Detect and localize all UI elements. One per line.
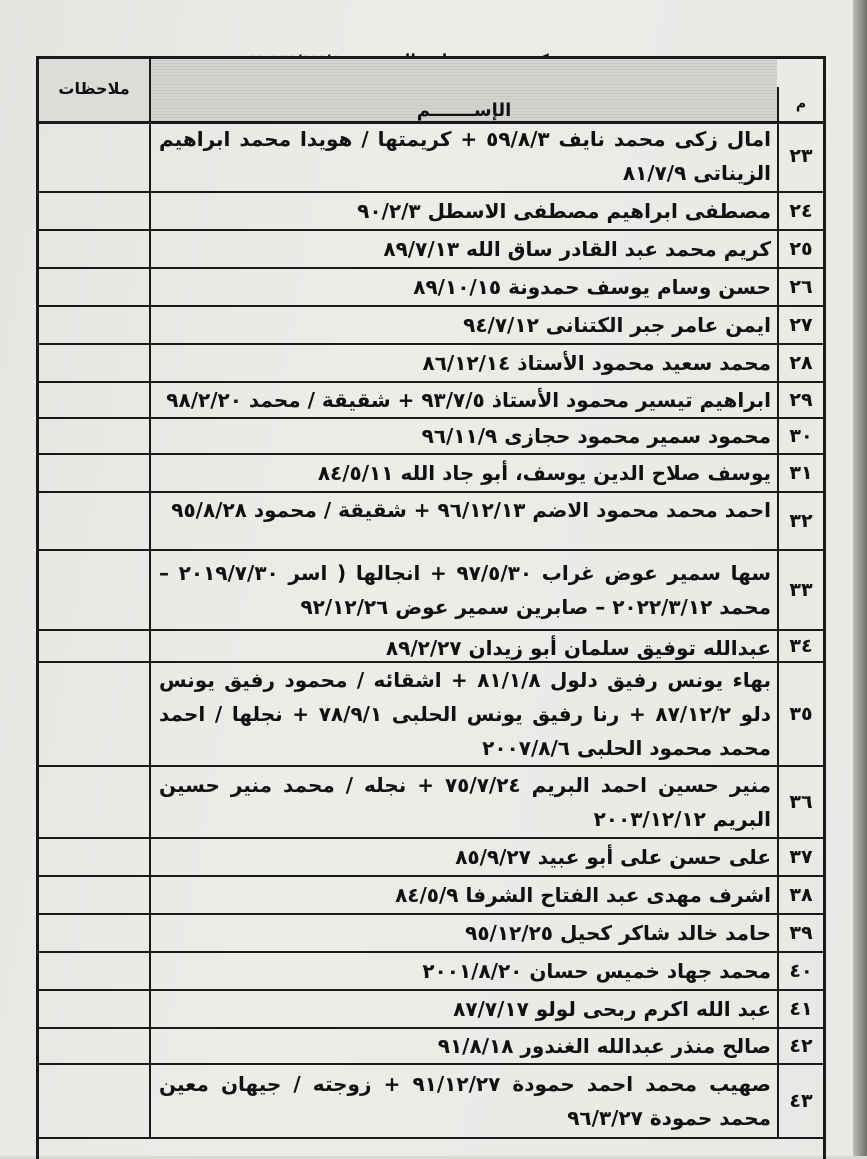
table-row (39, 121, 823, 193)
table-row (39, 877, 823, 915)
table-row (39, 915, 823, 953)
row-number: ٢٣ (777, 121, 823, 191)
name-cell: على حسن على أبو عبيد ٨٥/٩/٢٧ (455, 845, 771, 869)
notes-cell (39, 663, 151, 765)
table-row (39, 455, 823, 493)
row-number: ٢٤ (777, 193, 823, 229)
table-row (39, 493, 823, 551)
table-row (39, 345, 823, 383)
notes-cell (39, 839, 151, 875)
notes-cell (39, 193, 151, 229)
name-cell: مصطفى ابراهيم مصطفى الاسطل ٩٠/٢/٣ (357, 199, 771, 223)
name-cell: ابراهيم تيسير محمود الأستاذ ٩٣/٧/٥ + شقيقة / محمد ٩٨/٢/٢٠ (166, 388, 771, 412)
table-row (39, 1029, 823, 1065)
table-row (39, 767, 823, 839)
row-number: ٣٢ (777, 493, 823, 549)
notes-cell (39, 953, 151, 989)
row-number: ٢٥ (777, 231, 823, 267)
row-number: ٣١ (777, 455, 823, 491)
row-number: ٣٥ (777, 663, 823, 765)
name-cell: حامد خالد شاكر كحيل ٩٥/١٢/٢٥ (465, 921, 771, 945)
notes-cell (39, 551, 151, 629)
table-row (39, 551, 823, 631)
name-cell: حسن وسام يوسف حمدونة ٨٩/١٠/١٥ (413, 275, 771, 299)
table-row (39, 663, 823, 767)
table-row (39, 231, 823, 269)
header-notes: ملاحظات (39, 59, 151, 121)
name-cell: احمد محمد محمود الاضم ٩٦/١٢/١٣ + شقيقة / محمود ٩٥/٨/٢٨ (171, 498, 771, 522)
table-row (39, 839, 823, 877)
name-cell: سها سمير عوض غراب ٩٧/٥/٣٠ + انجالها ( اسر ٢٠١٩/٧/٣٠ – محمد ٢٠٢٢/٣/١٢ – صابرين سمير عوض ٩٢/١٢/٢٦ (159, 561, 771, 619)
row-number: ٣٦ (777, 767, 823, 837)
row-number: ٣٣ (777, 551, 823, 629)
row-number: ٣٧ (777, 839, 823, 875)
name-cell: محمد سعيد محمود الأستاذ ٨٦/١٢/١٤ (422, 351, 771, 375)
row-number: ٣٩ (777, 915, 823, 951)
row-number: ٤٣ (777, 1065, 823, 1137)
name-cell: عبدالله توفيق سلمان أبو زيدان ٨٩/٢/٢٧ (385, 636, 771, 660)
notes-cell (39, 455, 151, 491)
row-number: ٢٨ (777, 345, 823, 381)
name-cell: صالح منذر عبدالله الغندور ٩١/٨/١٨ (437, 1034, 771, 1058)
table-row (39, 991, 823, 1029)
name-cell: ايمن عامر جبر الكتنانى ٩٤/٧/١٢ (463, 313, 771, 337)
row-number: ٣٤ (777, 631, 823, 661)
name-cell: اشرف مهدى عبد الفتاح الشرفا ٨٤/٥/٩ (395, 883, 771, 907)
row-number: ٤٢ (777, 1029, 823, 1063)
name-cell: منير حسين احمد البريم ٧٥/٧/٢٤ + نجله / محمد منير حسين البريم ٢٠٠٣/١٢/١٢ (159, 773, 771, 831)
notes-cell (39, 915, 151, 951)
schedule-table (36, 56, 826, 1159)
notes-cell (39, 991, 151, 1027)
row-number: ٢٧ (777, 307, 823, 343)
notes-cell (39, 383, 151, 417)
name-cell: امال زكى محمد نايف ٥٩/٨/٣ + كريمتها / هويدا محمد ابراهيم الزيناتى ٨١/٧/٩ (159, 127, 771, 185)
notes-cell (39, 1029, 151, 1063)
table-row (39, 1065, 823, 1139)
name-cell: كريم محمد عبد القادر ساق الله ٨٩/٧/١٣ (383, 237, 771, 261)
row-number: ٣٠ (777, 419, 823, 453)
row-number: ٤٠ (777, 953, 823, 989)
header-number: م (777, 87, 823, 121)
notes-cell (39, 345, 151, 381)
name-cell: عبد الله اكرم ربحى لولو ٨٧/٧/١٧ (453, 997, 771, 1021)
header-name: الإســـــــم (151, 59, 777, 121)
table-header (39, 59, 823, 124)
row-number: ٢٩ (777, 383, 823, 417)
table-row (39, 269, 823, 307)
table-row (39, 193, 823, 231)
notes-cell (39, 121, 151, 191)
name-cell: صهيب محمد احمد حمودة ٩١/١٢/٢٧ + زوجته / جيهان معين محمد حمودة ٩٦/٣/٢٧ (159, 1072, 771, 1130)
name-cell: محمد جهاد خميس حسان ٢٠٠١/٨/٢٠ (422, 959, 771, 983)
notes-cell (39, 877, 151, 913)
notes-cell (39, 767, 151, 837)
table-row (39, 631, 823, 663)
name-cell: بهاء يونس رفيق دلول ٨١/١/٨ + اشقائه / محمود رفيق يونس دلو ٨٧/١٢/٢ + رنا رفيق يونس الحلبى ٧٨/٩/١ + نجلها / احمد محمد محمود الحلبى ٢٠٠٧/٨/٦ (159, 668, 771, 760)
notes-cell (39, 419, 151, 453)
row-number: ٢٦ (777, 269, 823, 305)
name-cell: يوسف صلاح الدين يوسف، أبو جاد الله ٨٤/٥/١١ (317, 461, 771, 485)
table-row (39, 953, 823, 991)
table-row (39, 307, 823, 345)
page-edge-shadow (853, 0, 867, 1156)
notes-cell (39, 231, 151, 267)
row-number: ٤١ (777, 991, 823, 1027)
notes-cell (39, 493, 151, 549)
row-number: ٣٨ (777, 877, 823, 913)
notes-cell (39, 1065, 151, 1137)
notes-cell (39, 307, 151, 343)
notes-cell (39, 269, 151, 305)
notes-cell (39, 631, 151, 661)
table-row (39, 383, 823, 419)
table-row (39, 419, 823, 455)
name-cell: محمود سمير محمود حجازى ٩٦/١١/٩ (421, 424, 771, 448)
